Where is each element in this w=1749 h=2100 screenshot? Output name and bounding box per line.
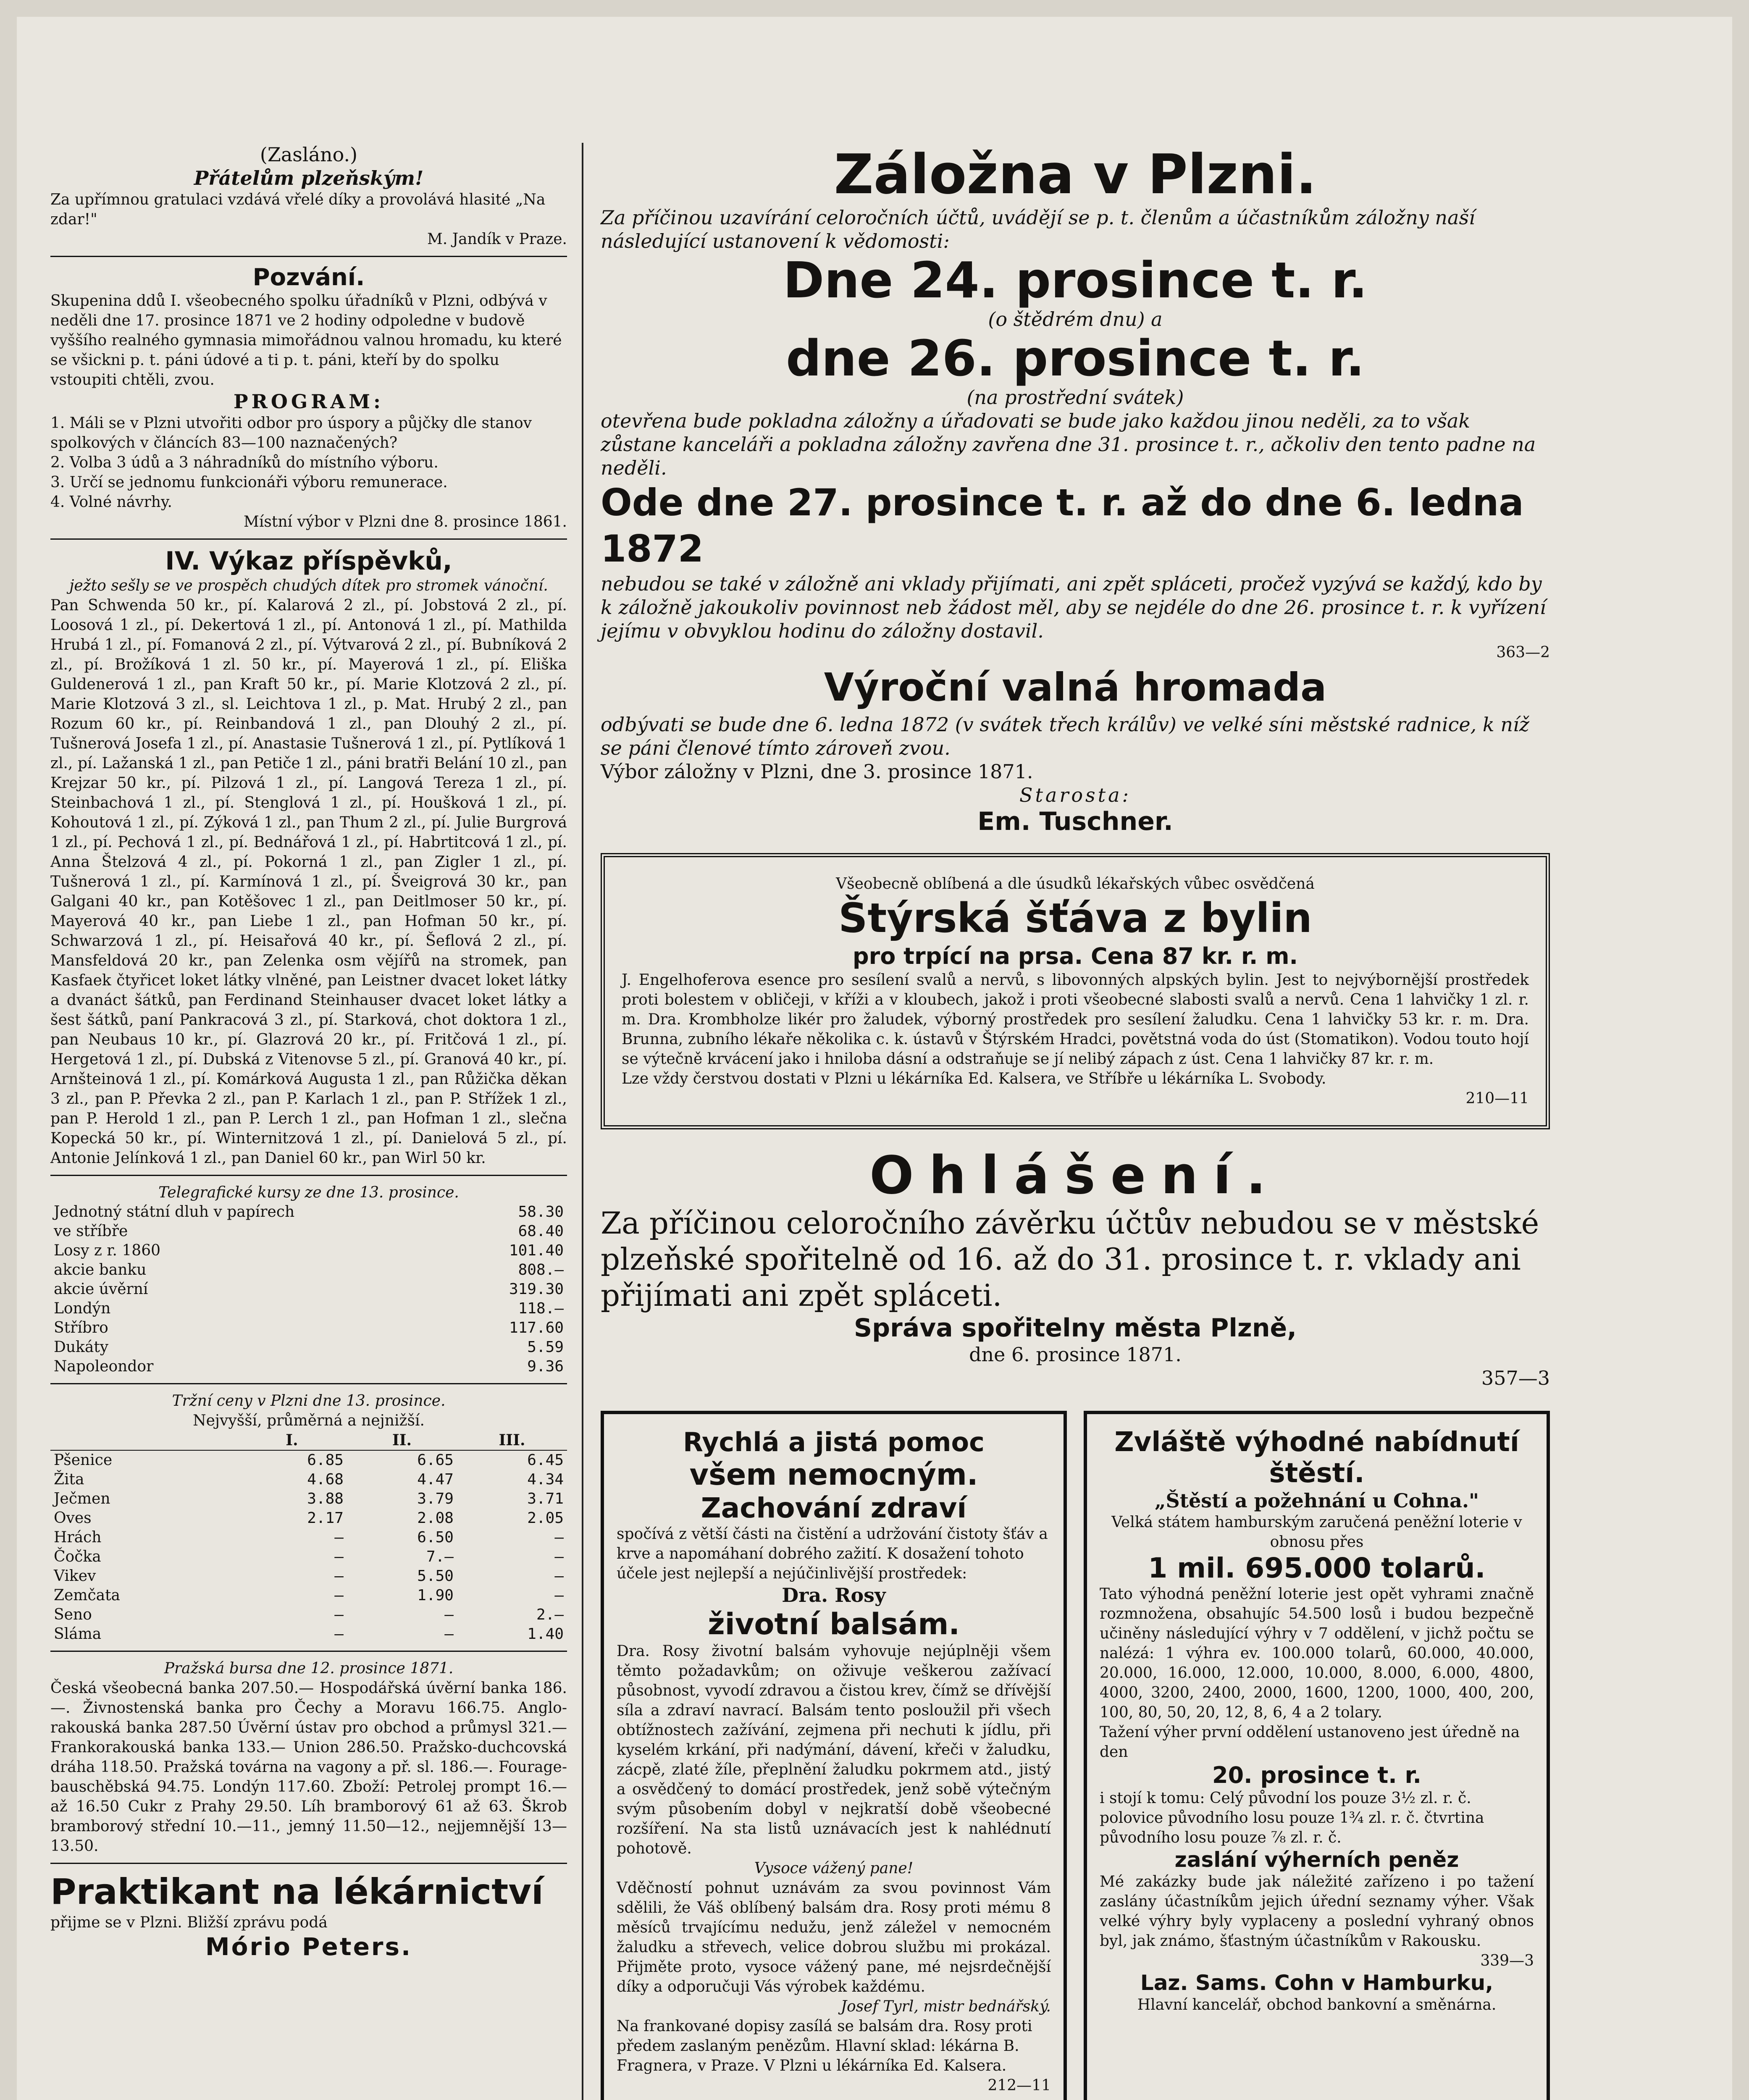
price-cell: 4.47 <box>417 1471 454 1488</box>
kurs-label: akcie banku <box>54 1261 147 1278</box>
zvlaste-heading2: štěstí. <box>1269 1458 1365 1489</box>
ohlaseni-heading: Ohlášení. <box>869 1145 1281 1206</box>
trzni-subheading: Nejvyšší, průměrná a nejnižší. <box>193 1412 425 1429</box>
commodity-name: Žita <box>54 1471 84 1488</box>
vykaz-subheading: ježto sešly se ve prospěch chudých dítek pro stromek vánoční. <box>69 577 548 594</box>
balsam-heading: životní balsám. <box>708 1607 960 1641</box>
table-row <box>50 1586 567 1605</box>
program-item-1: 1. Máli se v Plzni utvořiti odbor pro úspory a půjčky dle stanov spolkových v článcích 83—100 naznačených? <box>50 415 532 452</box>
program-item-2: 2. Volba 3 údů a 3 náhradníků do místního výboru. <box>50 454 439 471</box>
table-row <box>50 1357 567 1376</box>
separator <box>50 1175 567 1176</box>
price-cell: 3.88 <box>307 1490 344 1507</box>
zalozna-title: Záložna v Plzni. <box>834 142 1317 206</box>
kurs-value: 68.40 <box>518 1223 564 1240</box>
table-row <box>50 1260 567 1280</box>
zalozna-body: otevřena bude pokladna záložny a úřadovati se bude jako každou jinou neděli, za to však zůstane kanceláři a pokladna záložny zavřena dne 31. prosince t. r., ačkoliv den tento padne na neděli. <box>601 410 1536 479</box>
balsam-text: Dra. Rosy životní balsám vyhovuje nejúplněji všem těmto požadavkům; on oživuje veškerou zažívací působnost, vyvodí zdravou a čistou krev, čímž se dřívější síla a zdraví navrací. Balsám tento posloužil při všech obtížnostech zažívání, zejmena při nechuti k jídlu, při kyselém krkání, při nadýmání, dávení, křeči v žaludku, zácpě, zlaté žíle, přeplnění žaludku pokrmem atd., jistý a osvědčený to domácí prostředek, jenž sobě výtečným svým působením dobyl v nejkratší době všeobecné rozšíření. Na sta listů uznávacích jest k nahlédnutí pohotově. <box>617 1643 1051 1857</box>
thanks-text: Za upřímnou gratulaci vzdává vřelé díky a provolává hlasité „Na zdar!" <box>50 191 546 228</box>
commodity-name: Zemčata <box>54 1587 121 1604</box>
price-cell: 4.34 <box>527 1471 564 1488</box>
styrska-title: Štýrská šťáva z bylin <box>838 895 1312 942</box>
price-cell: 2.08 <box>417 1509 454 1527</box>
commodity-name: Oves <box>54 1509 92 1527</box>
table-row <box>50 1567 567 1586</box>
column-header <box>50 1431 237 1450</box>
price-cell: — <box>334 1529 344 1546</box>
sprava-ref: 357—3 <box>1481 1367 1550 1389</box>
table-row <box>50 1547 567 1567</box>
price-cell: — <box>554 1529 564 1546</box>
table-header-row <box>50 1431 567 1450</box>
vykaz-text: Pan Schwenda 50 kr., pí. Kalarová 2 zl., pí. Jobstová 2 zl., pí. Loosová 1 zl., pí. Dekertová 1 zl., pí. Antonová 1 zl., pí. Mathilda Hrubá 1 zl., pí. Fomanová 2 zl., pí. Výtvarová 2 zl., pí. Bubníková 2 zl., pí. Brožíková 1 zl. 50 kr., pí. Mayerová 1 zl., pí. Eliška Guldenerová 1 zl., pan Kraft 50 kr., pí. Marie Klotzová 2 zl., pí. Marie Klotzová 3 zl., sl. Leichtova 1 zl., p. Mat. Hrubý 2 zl., pan Rozum 60 kr., pí. Reinbandová 1 zl., pan Dlouhý 2 zl., pí. Tušnerová Josefa 1 zl., pí. Anastasie Tušnerová 1 zl., pí. Pytlíková 1 zl., pí. Lažanská 1 zl., pan Petiče 1 zl., páni bratři Belání 10 zl., pan Krejzar 50 kr., pí. Pilzová 1 zl., pí. Langová Tereza 1 zl., pí. Steinbachová 1 zl., pí. Stenglová 1 zl., pí. Houšková 1 zl., pí. Kohoutová 1 zl., pí. Zýková 1 zl., pan Thum 2 zl., pí. Julie Burgrová 1 zl., pí. Pechová 1 zl., pí. Bednářová 1 zl., pí. Habrtitcová 1 zl., pí. Anna Štelzová 4 zl., pí. Pokorná 1 zl., pan Zigler 1 zl., pí. Tušnerová 1 zl., pí. Karmínová 1 zl., pí. Šveigrová 30 kr., pan Galgani 40 kr., pan Kotěšovec 1 zl., pan Deitlmoser 50 kr., pí. Mayerová 40 kr., pan Liebe 1 zl., pan Hofman 50 kr., pí. Schwarzová 1 zl., pí. Heisařová 40 kr., pí. Šeflová 2 zl., pí. Mansfeldová 20 kr., pan Zelenka osm vějířů na stromek, pan Kasfaek čtyřicet loket látky vlněné, pan Leistner dvacet loket látky a dvanáct šátků, pan Ferdinand Steinhauser dvacet loket látky a šest šátků, paní Pankracová 3 zl., pí. Starková, chot doktora 1 zl., pan Neubaus 10 kr., pí. Glazrová 20 kr., pí. Fritčová 1 zl., pí. Hergetová 1 zl., pí. Dubská z Vitenovse 5 zl., pí. Granová 40 kr., pí. Arnšteinová 1 zl., pí. Komárková Augusta 1 zl., pan Růžička děkan 3 zl., pan P. Převka 2 zl., pan P. Karlach 1 zl., pan P. Střížek 1 zl., pan P. Herold 1 zl., pan P. Lerch 1 zl., pan Hofman 1 zl., slečna Kopecká 50 kr., pí. Winternitzová 1 zl., pí. Danielová 5 zl., pí. Antonie Jelínková 1 zl., pan Daniel 60 kr., pan Wirl 50 kr. <box>50 597 567 1167</box>
bursa-heading: Pražská bursa dne 12. prosince 1871. <box>164 1660 454 1677</box>
table-row <box>50 1528 567 1547</box>
letter-signature: Josef Tyrl, mistr bednářský. <box>840 1998 1051 2015</box>
praktikant-heading: Praktikant na lékárnictví <box>50 1871 544 1912</box>
price-cell: 6.50 <box>417 1529 454 1546</box>
kurs-value: 9.36 <box>527 1358 564 1375</box>
rosy-advert <box>601 1411 1067 2100</box>
separator <box>50 538 567 540</box>
date20-heading: 20. prosince t. r. <box>1212 1762 1421 1788</box>
kurs-label: Dukáty <box>54 1339 109 1356</box>
program-signature: Místní výbor v Plzni dne 8. prosince 1861. <box>244 513 567 530</box>
separator <box>50 1383 567 1384</box>
table-row <box>50 1222 567 1241</box>
table-row <box>50 1299 567 1318</box>
price-cell: 6.65 <box>417 1452 454 1469</box>
rosy-ref: 212—11 <box>987 2077 1051 2094</box>
starosta-name: Em. Tuschner. <box>977 807 1173 836</box>
column-divider <box>582 143 583 2100</box>
column-header: III. <box>457 1431 567 1450</box>
thanks-signature: M. Jandík v Praze. <box>427 231 567 248</box>
table-row <box>50 1280 567 1299</box>
price-cell: 3.71 <box>527 1490 564 1507</box>
kurs-value: 5.59 <box>527 1339 564 1356</box>
praktikant-signature: Mório Peters. <box>205 1932 412 1961</box>
sprava-date: dne 6. prosince 1871. <box>969 1343 1182 1366</box>
rychla-heading2: všem nemocným. <box>689 1457 978 1492</box>
kurs-value: 118.— <box>518 1300 564 1317</box>
table-row <box>50 1625 567 1644</box>
price-cell: — <box>554 1567 564 1585</box>
commodity-name: Pšenice <box>54 1452 113 1469</box>
cohn-text: Mé zakázky bude jak náležité zařízeno i po tažení zaslány účastníkům jejich úřední seznamy výher. Však velké výhry byly vyplaceny a poslední vyhraný obnos byl, jak známo, šťastným účastníkům v Rakousku. <box>1100 1873 1534 1950</box>
million-heading: 1 mil. 695.000 tolarů. <box>1148 1552 1486 1584</box>
prices-text: i stojí k tomu: Celý původní los pouze 3½ zl. r. č. polovice původního losu pouze 1¾ zl. r. č. čtvrtina původního losu pouze ⅞ zl. r. č. <box>1100 1790 1484 1846</box>
bursa-text: Česká všeobecná banka 207.50.— Hospodářská úvěrní banka 186.—. Živnostenská banka pro Čechy a Moravu 166.75. Anglo-rakouská banka 287.50 Úvěrní ústav pro obchod a průmysl 321.— Frankorakouská banka 133.— Union 286.50. Pražsko-duchcovská dráha 118.50. Pražská továrna na vagony a př. sl. 186.—. Fourage-bauschěbská 94.75. Londýn 117.60. Zboží: Petrolej prompt 16.— až 16.50 Cukr z Prahy 29.50. Líh bramborový 61 až 63. Škrob bramborový střední 10.—11., jemný 11.50—12., nejjemnější 13—13.50. <box>50 1680 567 1855</box>
commodity-name: Vikev <box>54 1567 96 1585</box>
pozvani-text: Skupenina ddů I. všeobecného spolku úřadníků v Plzni, odbývá v neděli dne 17. prosince 1871 ve 2 hodiny odpoledne v budově vyššího realného gymnasia mimořádnou valnou hromadu, ku které se všickni p. t. páni údové a ti p. t. páni, kteří by do spolku vstoupiti chtěli, zvou. <box>50 292 562 388</box>
rosy-name: Dra. Rosy <box>782 1584 886 1606</box>
pratelum-heading: Přátelům plzeňským! <box>194 167 424 189</box>
table-row <box>50 1202 567 1222</box>
styrska-ref: 210—11 <box>1465 1090 1529 1107</box>
dne26-heading: dne 26. prosince t. r. <box>786 329 1365 387</box>
trzni-table <box>50 1431 567 1644</box>
vykaz-heading: IV. Výkaz příspěvků, <box>165 546 452 576</box>
stesti-text: Velká státem hamburským zaručená peněžní loterie v obnosu přes <box>1111 1514 1522 1551</box>
styrska-advert <box>601 853 1550 1129</box>
table-row <box>50 1489 567 1509</box>
newspaper-page <box>17 17 1732 2100</box>
zaslano-heading: (Zasláno.) <box>260 143 358 166</box>
price-cell: 3.79 <box>417 1490 454 1507</box>
program-heading: PROGRAM: <box>234 390 384 413</box>
zvlaste-heading: Zvláště výhodné nabídnutí <box>1114 1427 1519 1458</box>
trzni-heading: Tržní ceny v Plzni dne 13. prosince. <box>172 1392 446 1410</box>
cohn-ref: 339—3 <box>1480 1952 1534 1969</box>
price-cell: 4.68 <box>307 1471 344 1488</box>
letter-salutation: Vysoce vážený pane! <box>754 1860 914 1877</box>
commodity-name: Čočka <box>54 1548 101 1565</box>
price-cell: — <box>334 1606 344 1623</box>
table-row <box>50 1470 567 1489</box>
kurs-label: Napoleondor <box>54 1358 154 1375</box>
kurs-label: Londýn <box>54 1300 111 1317</box>
praktikant-text: přijme se v Plzni. Bližší zprávu podá <box>50 1914 328 1931</box>
kurs-value: 58.30 <box>518 1203 564 1221</box>
price-cell: 7.— <box>426 1548 454 1565</box>
price-cell: 1.40 <box>527 1625 564 1643</box>
price-cell: — <box>334 1567 344 1585</box>
price-cell: 2.05 <box>527 1509 564 1527</box>
cohn-advert <box>1084 1411 1550 2100</box>
program-item-4: 4. Volné návrhy. <box>50 494 172 511</box>
zalozna-ref: 363—2 <box>1496 644 1550 661</box>
vyrocni-heading: Výroční valná hromada <box>824 665 1327 710</box>
sprava-heading: Správa spořitelny města Plzně, <box>853 1313 1297 1343</box>
cohn-subtext: Hlavní kancelář, obchod bankovní a směnárna. <box>1137 1996 1497 2013</box>
table-row <box>50 1509 567 1528</box>
separator <box>50 256 567 257</box>
ohlaseni-body: Za příčinou celoročního závěrku účtův nebudou se v městské plzeňské spořitelně od 16. až do 31. prosince t. r. vklady ani přijímati ani zpět spláceti. <box>601 1205 1539 1313</box>
styrska-body: J. Engelhoferova esence pro sesílení svalů a nervů, s libovonných alpských bylin. Jest to nejvýbornější prostředek proti bolestem v obličeji, v kříži a v kloubech, jakož i proti všeobecné slabosti svalů a nervů. Cena 1 lahvičky 1 zl. r. m. Dra. Krombholze likér pro žaludek, výborný prostředek pro sesílení žaludku. Cena 1 lahvičky 53 kr. r. m. Dra. Brunna, zubního lékaře několika c. k. ústavů v Štýrském Hradci, povětstná voda do úst (Stomatikon). Vodou touto hojí se výtečně krvácení jako i hniloba dásní a odstraňuje se jí nelibý zápach z úst. Cena 1 lahvičky 87 kr. r. m. <box>622 971 1529 1068</box>
commodity-name: Sláma <box>54 1625 102 1643</box>
price-cell: — <box>334 1625 344 1643</box>
right-column <box>601 143 1550 2100</box>
cohn-name: Laz. Sams. Cohn v Hamburku, <box>1140 1971 1494 1995</box>
price-cell: 1.90 <box>417 1587 454 1604</box>
table-row <box>50 1241 567 1260</box>
kurs-value: 319.30 <box>509 1281 564 1298</box>
dne24-heading: Dne 24. prosince t. r. <box>783 251 1368 309</box>
price-cell: 6.85 <box>307 1452 344 1469</box>
zasilani-heading: zaslání výherních peněz <box>1174 1848 1459 1872</box>
table-row <box>50 1318 567 1338</box>
kurs-value: 808.— <box>518 1261 564 1278</box>
vybor-text: Výbor záložny v Plzni, dne 3. prosince 1871. <box>601 760 1033 783</box>
kurs-value: 117.60 <box>509 1319 564 1336</box>
commodity-name: Ječmen <box>54 1490 110 1507</box>
left-column <box>50 143 567 1961</box>
starosta-label: Starosta: <box>1019 784 1132 806</box>
styrska-intro: Všeobecně oblíbená a dle úsudků lékařských vůbec osvědčená <box>836 875 1315 892</box>
vyrocni-body: odbývati se bude dne 6. ledna 1872 (v svátek třech králův) ve velké síni městské radnice, k níž se páni členové tímto zároveň zvou. <box>601 713 1529 759</box>
table-row <box>50 1450 567 1470</box>
price-cell: — <box>334 1548 344 1565</box>
zachovani-text: spočívá z větší části na čistění a udržování čistoty šťáv a krve a napomáhaní dobrého zažití. K dosažení tohoto účele jest nejlepší a nejúčinlivější prostředek: <box>617 1525 1048 1582</box>
ode-dne-heading: Ode dne 27. prosince t. r. až do dne 6. ledna 1872 <box>601 481 1524 570</box>
table-row <box>50 1338 567 1357</box>
zalozna-intro: Za příčinou uzavírání celoročních účtů, uvádějí se p. t. členům a účastníkům záložny naší následující ustanovení k vědomosti: <box>601 206 1475 252</box>
letter-text: Vděčností pohnut uznávám za svou povinnost Vám sdělili, že Váš oblíbený balsám dra. Rosy proti mému 8 měsíců trvajícímu nedužu, jenž záležel v nemocném žaludku a střevech, velice dobrou službu mi prokázal. Přijměte proto, vysoce vážený pane, mé nejsrdečnější díky a odporučuji Vás výrobek každému. <box>617 1880 1051 1995</box>
dne26-note: (na prostřední svátek) <box>966 386 1184 409</box>
price-cell: 5.50 <box>417 1567 454 1585</box>
rychla-heading: Rychlá a jistá pomoc <box>683 1427 985 1457</box>
styrska-subtitle: pro trpící na prsa. Cena 87 kr. r. m. <box>852 943 1298 969</box>
program-item-3: 3. Určí se jednomu funkcionáři výboru remunerace. <box>50 474 448 491</box>
commodity-name: Hrách <box>54 1529 102 1546</box>
styrska-sale: Lze vždy čerstvou dostati v Plzni u lékárníka Ed. Kalsera, ve Stříbře u lékárníka L. Svobody. <box>622 1070 1326 1087</box>
zachovani-heading: Zachování zdraví <box>701 1492 967 1524</box>
pozvani-heading: Pozvání. <box>252 264 365 291</box>
separator <box>50 1863 567 1864</box>
price-cell: — <box>554 1548 564 1565</box>
kursy-heading: Telegrafické kursy ze dne 13. prosince. <box>158 1184 459 1201</box>
price-cell: — <box>444 1625 454 1643</box>
stesti-heading: „Štěstí a požehnání u Cohna." <box>1155 1489 1479 1512</box>
bottom-adverts <box>601 1411 1550 2100</box>
loterie-text: Tato výhodná peněžní loterie jest opět vyhrami značně rozmnožena, obsahujíc 54.500 losů i budou bezpečně učiněny následující výhry v 7 oddělení, v jichž počtu se nalézá: 1 výhra ev. 100.000 tolarů, 60.000, 40.000, 20.000, 16.000, 12.000, 10.000, 8.000, 6.000, 4800, 4000, 3200, 2400, 2000, 1600, 1200, 1000, 400, 200, 100, 80, 50, 20, 12, 8, 6, 4 a 2 tolary. <box>1100 1586 1534 1721</box>
price-cell: — <box>554 1587 564 1604</box>
kurs-label: Stříbro <box>54 1319 108 1336</box>
column-header: II. <box>347 1431 457 1450</box>
commodity-name: Seno <box>54 1606 92 1623</box>
price-cell: 6.45 <box>527 1452 564 1469</box>
price-cell: 2.17 <box>307 1509 344 1527</box>
kursy-table <box>50 1202 567 1376</box>
dne24-note: (o štědrém dnu) a <box>988 308 1163 331</box>
kurs-value: 101.40 <box>509 1242 564 1259</box>
zalozna-body2: nebudou se také v záložně ani vklady přijímati, ani zpět spláceti, pročež vyzývá se každý, kdo by k záložně jakoukoliv povinnost neb žádost měl, aby se nejdéle do dne 26. prosince t. r. k vyřízení jejímu v obvyklou hodinu do záložny dostavil. <box>601 572 1546 642</box>
price-cell: — <box>444 1606 454 1623</box>
kurs-label: akcie úvěrní <box>54 1281 148 1298</box>
rosy-sale: Na frankované dopisy zasílá se balsám dra. Rosy proti předem zaslaným penězům. Hlavní sklad: lékárna B. Fragnera, v Praze. V Plzni u lékárníka Ed. Kalsera. <box>617 2018 1032 2074</box>
kurs-label: Jednotný státní dluh v papírech <box>54 1203 295 1221</box>
kurs-label: Losy z r. 1860 <box>54 1242 161 1259</box>
tahani-text: Tažení výher první oddělení ustanoveno jest úředně na den <box>1100 1724 1520 1761</box>
table-row <box>50 1605 567 1625</box>
kurs-label: ve stříbře <box>54 1223 128 1240</box>
column-header: I. <box>237 1431 347 1450</box>
price-cell: 2.— <box>536 1606 564 1623</box>
price-cell: — <box>334 1587 344 1604</box>
separator <box>50 1651 567 1652</box>
